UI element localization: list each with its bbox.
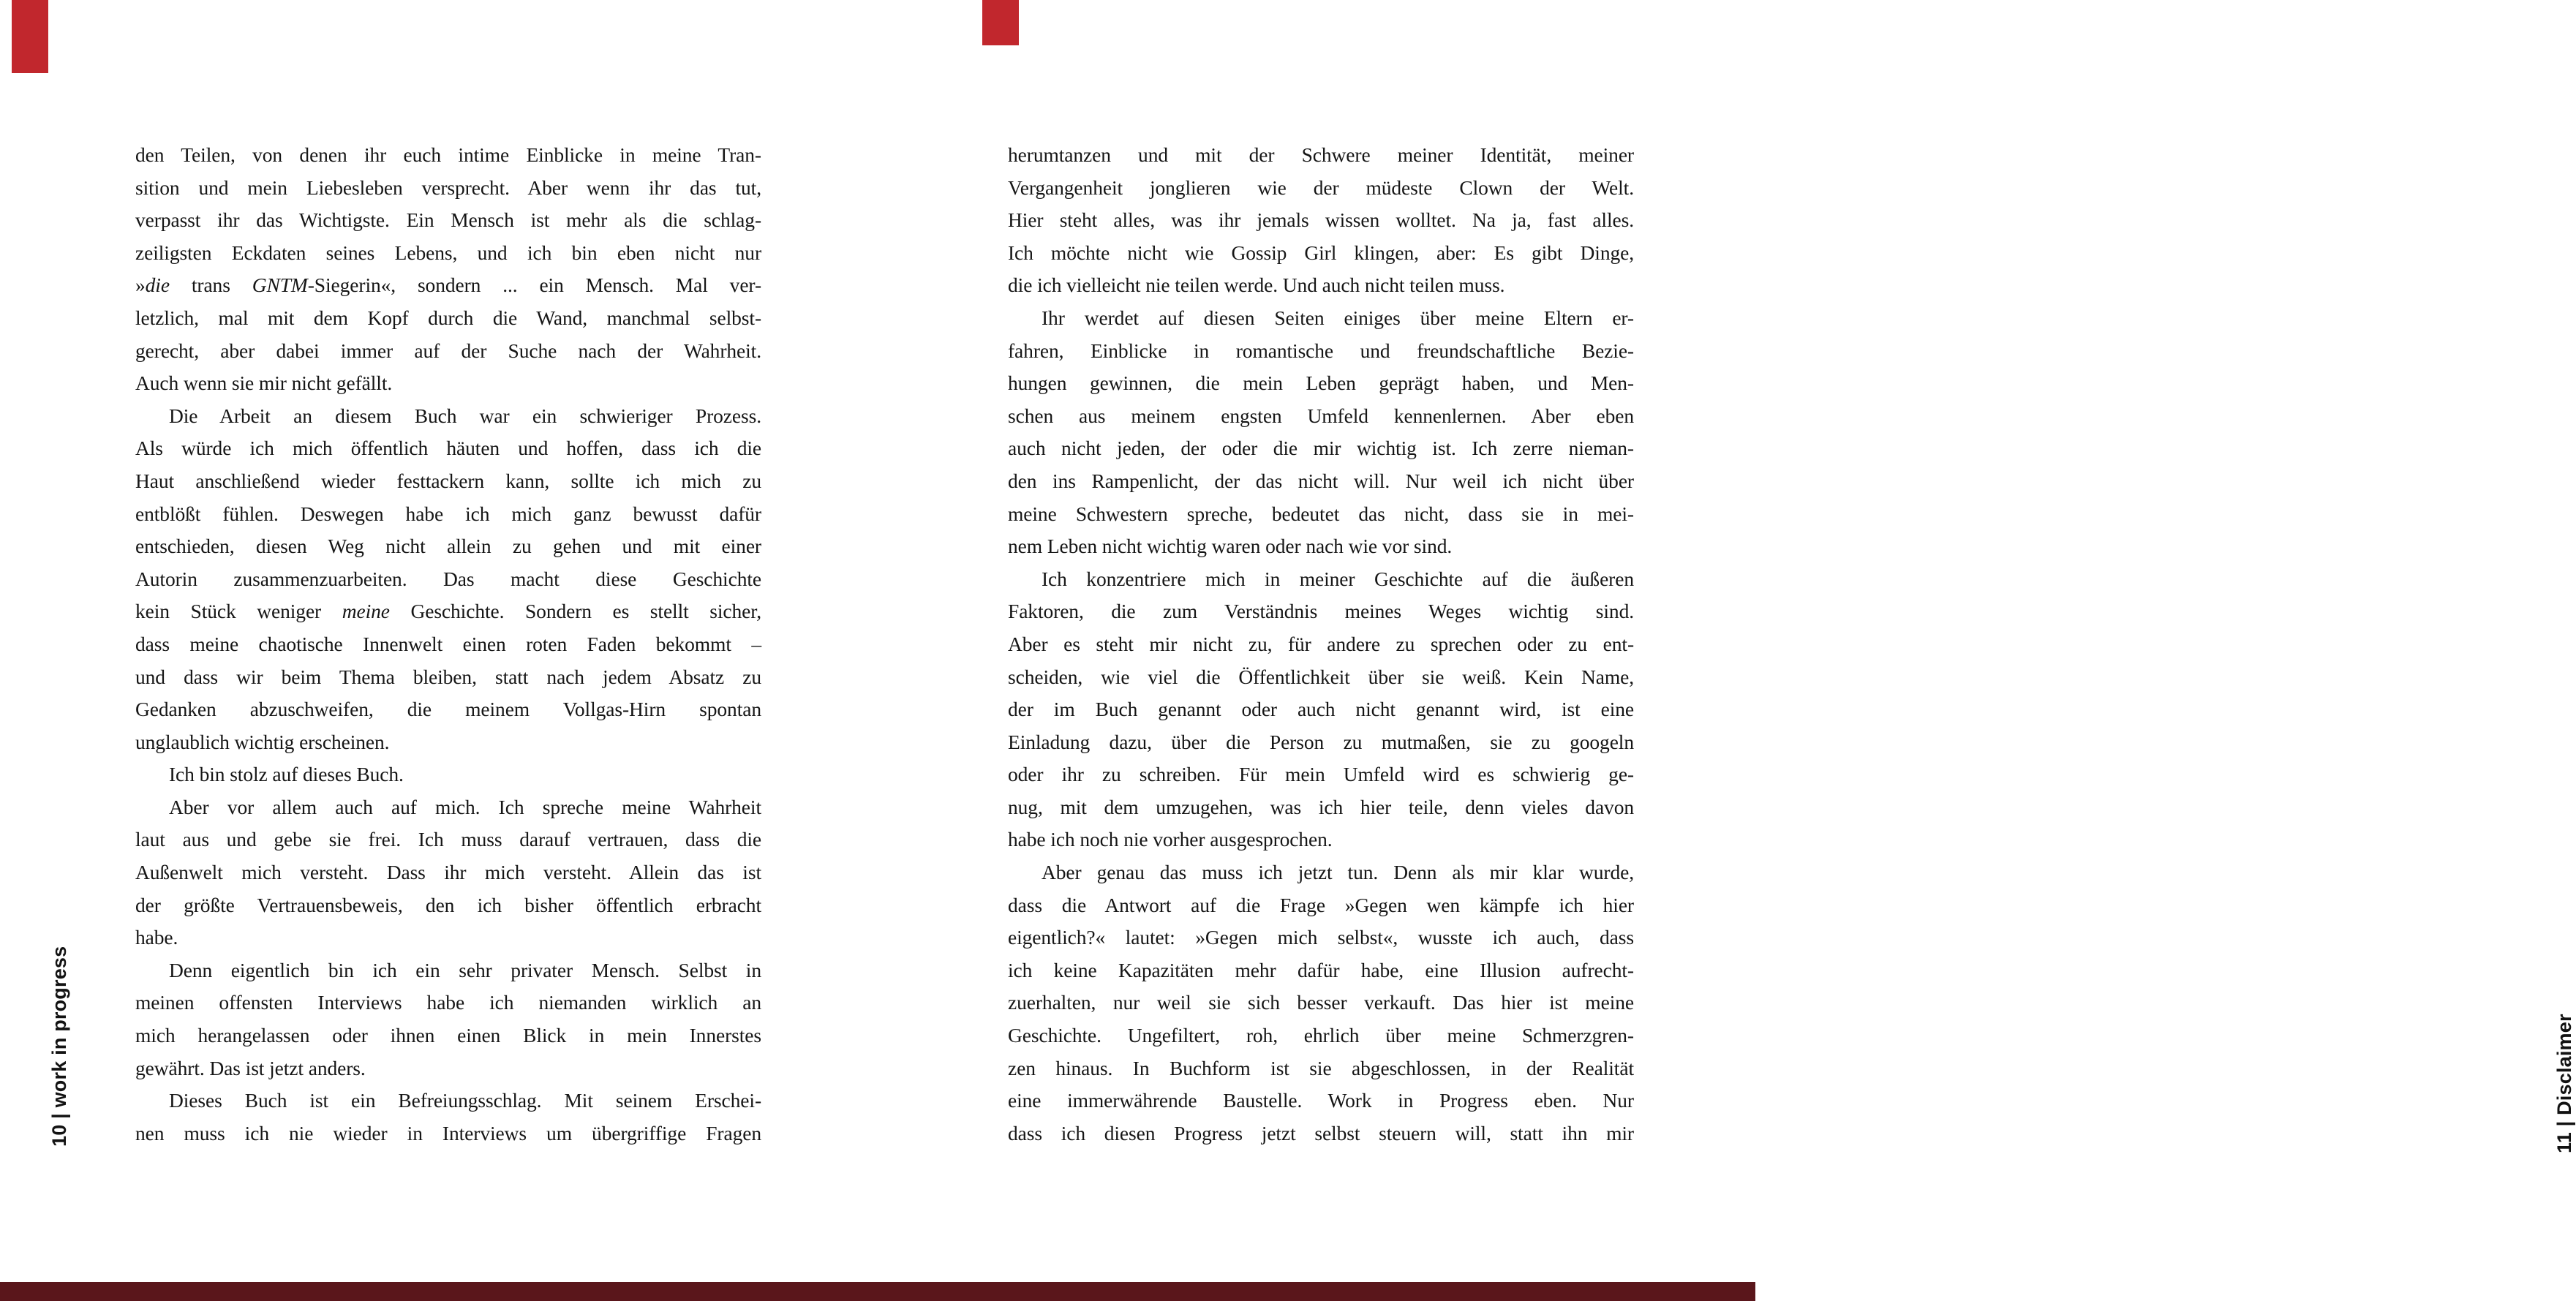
text-line: auch nicht jeden, der oder die mir wichtig ist. Ich zerre nieman-: [1008, 437, 1634, 460]
text-line: habe ich noch nie vorher ausgesprochen.: [1008, 828, 1333, 851]
text-line: eigentlich?« lautet: »Gegen mich selbst«, wusste ich auch, dass: [1008, 926, 1634, 949]
page-right: [878, 0, 2575, 1301]
text-line: nen muss ich nie wieder in Interviews um übergriffige Fragen: [135, 1121, 761, 1144]
text-line: Geschichte. Ungefiltert, roh, ehrlich über meine Schmerzgren-: [1008, 1024, 1634, 1047]
page-left-margin-label: 10 | work in progress: [48, 946, 70, 1147]
text-line: Ich konzentriere mich in meiner Geschichte auf die äußeren: [1042, 567, 1634, 590]
text-line: den ins Rampenlicht, der das nicht will. Nur weil ich nicht über: [1008, 469, 1634, 492]
text-line: Dieses Buch ist ein Befreiungsschlag. Mit seinem Erschei-: [169, 1089, 761, 1112]
text-line: entblößt fühlen. Deswegen habe ich mich ganz bewusst dafür: [135, 502, 761, 525]
text-line: laut aus und gebe sie frei. Ich muss darauf vertrauen, dass die: [135, 828, 761, 851]
text-line: Aber vor allem auch auf mich. Ich spreche meine Wahrheit: [169, 795, 761, 818]
text-line: kein Stück weniger meine Geschichte. Sondern es stellt sicher,: [135, 600, 761, 623]
text-line: Auch wenn sie mir nicht gefällt.: [135, 372, 393, 395]
text-line: entschieden, diesen Weg nicht allein zu gehen und mit einer: [135, 535, 761, 558]
text-line: sition und mein Liebesleben versprecht. Aber wenn ihr das tut,: [135, 176, 761, 199]
text-line: nug, mit dem umzugehen, was ich hier teile, denn vieles davon: [1008, 795, 1634, 818]
text-line: dass die Antwort auf die Frage »Gegen wen kämpfe ich hier: [1008, 893, 1634, 916]
text-line: Vergangenheit jonglieren wie der müdeste Clown der Welt.: [1008, 176, 1634, 199]
text-line: Autorin zusammenzuarbeiten. Das macht diese Geschichte: [135, 567, 761, 590]
text-line: Als würde ich mich öffentlich häuten und hoffen, dass ich die: [135, 437, 761, 460]
text-line: verpasst ihr das Wichtigste. Ein Mensch ist mehr als die schlag-: [135, 208, 761, 232]
page-left: [0, 0, 878, 1301]
text-line: »die trans GNTM-Siegerin«, sondern ... ein Mensch. Mal ver-: [135, 274, 761, 297]
text-line: mich herangelassen oder ihnen einen Blick in mein Innerstes: [135, 1024, 761, 1047]
text-line: habe.: [135, 926, 178, 949]
text-line: der im Buch genannt oder auch nicht genannt wird, ist eine: [1008, 698, 1634, 721]
text-line: der größte Vertrauensbeweis, den ich bisher öffentlich erbracht: [135, 893, 761, 916]
text-line: Ihr werdet auf diesen Seiten einiges über meine Eltern er-: [1042, 306, 1634, 329]
text-line: Einladung dazu, über die Person zu mutmaßen, sie zu googeln: [1008, 730, 1634, 753]
text-line: nem Leben nicht wichtig waren oder nach wie vor sind.: [1008, 535, 1453, 558]
text-line: eine immerwährende Baustelle. Work in Progress eben. Nur: [1008, 1089, 1634, 1112]
text-line: zeiligsten Eckdaten seines Lebens, und ich bin eben nicht nur: [135, 241, 761, 264]
text-line: den Teilen, von denen ihr euch intime Einblicke in meine Tran-: [135, 143, 761, 166]
text-line: zuerhalten, nur weil sie sich besser verkauft. Das hier ist meine: [1008, 991, 1634, 1014]
text-line: scheiden, wie viel die Öffentlichkeit über sie weiß. Kein Name,: [1008, 665, 1634, 688]
text-line: gewährt. Das ist jetzt anders.: [135, 1056, 366, 1079]
text-line: dass ich diesen Progress jetzt selbst steuern will, statt ihn mir: [1008, 1121, 1634, 1144]
text-line: oder ihr zu schreiben. Für mein Umfeld wird es schwierig ge-: [1008, 763, 1634, 786]
text-line: meine Schwestern spreche, bedeutet das nicht, dass sie in mei-: [1008, 502, 1634, 525]
text-line: Hier steht alles, was ihr jemals wissen wolltet. Na ja, fast alles.: [1008, 208, 1634, 232]
text-line: zen hinaus. In Buchform ist sie abgeschlossen, in der Realität: [1008, 1056, 1634, 1079]
text-line: hungen gewinnen, die mein Leben geprägt haben, und Men-: [1008, 372, 1634, 395]
text-line: Aber es steht mir nicht zu, für andere zu sprechen oder zu ent-: [1008, 632, 1634, 655]
text-line: herumtanzen und mit der Schwere meiner Identität, meiner: [1008, 143, 1634, 166]
text-line: Haut anschließend wieder festtackern kann, sollte ich mich zu: [135, 469, 761, 492]
text-line: ich keine Kapazitäten mehr dafür habe, eine Illusion aufrecht-: [1008, 958, 1634, 981]
text-line: gerecht, aber dabei immer auf der Suche nach der Wahrheit.: [135, 339, 761, 362]
text-line: Gedanken abzuschweifen, die meinem Vollgas-Hirn spontan: [135, 698, 761, 721]
text-line: die ich vielleicht nie teilen werde. Und auch nicht teilen muss.: [1008, 274, 1505, 297]
text-line: Faktoren, die zum Verständnis meines Weges wichtig sind.: [1008, 600, 1634, 623]
text-line: letzlich, mal mit dem Kopf durch die Wand, manchmal selbst-: [135, 306, 761, 329]
text-line: Ich möchte nicht wie Gossip Girl klingen, aber: Es gibt Dinge,: [1008, 241, 1634, 264]
page-right-text-block: [1008, 139, 1634, 1150]
text-line: unglaublich wichtig erscheinen.: [135, 730, 390, 753]
text-line: Die Arbeit an diesem Buch war ein schwieriger Prozess.: [169, 404, 761, 427]
text-line: und dass wir beim Thema bleiben, statt nach jedem Absatz zu: [135, 665, 761, 688]
text-line: dass meine chaotische Innenwelt einen roten Faden bekommt –: [135, 632, 761, 655]
text-line: Aber genau das muss ich jetzt tun. Denn als mir klar wurde,: [1042, 861, 1634, 884]
text-line: fahren, Einblicke in romantische und freundschaftliche Bezie-: [1008, 339, 1634, 362]
text-line: Denn eigentlich bin ich ein sehr privater Mensch. Selbst in: [169, 958, 761, 981]
text-line: meinen offensten Interviews habe ich niemanden wirklich an: [135, 991, 761, 1014]
page-right-margin-label: 11 | Disclaimer: [2553, 1014, 2575, 1153]
text-line: Ich bin stolz auf dieses Buch.: [169, 763, 404, 786]
page-left-text-block: [135, 139, 761, 1150]
text-line: Außenwelt mich versteht. Dass ihr mich versteht. Allein das ist: [135, 861, 761, 884]
text-line: schen aus meinem engsten Umfeld kennenlernen. Aber eben: [1008, 404, 1634, 427]
